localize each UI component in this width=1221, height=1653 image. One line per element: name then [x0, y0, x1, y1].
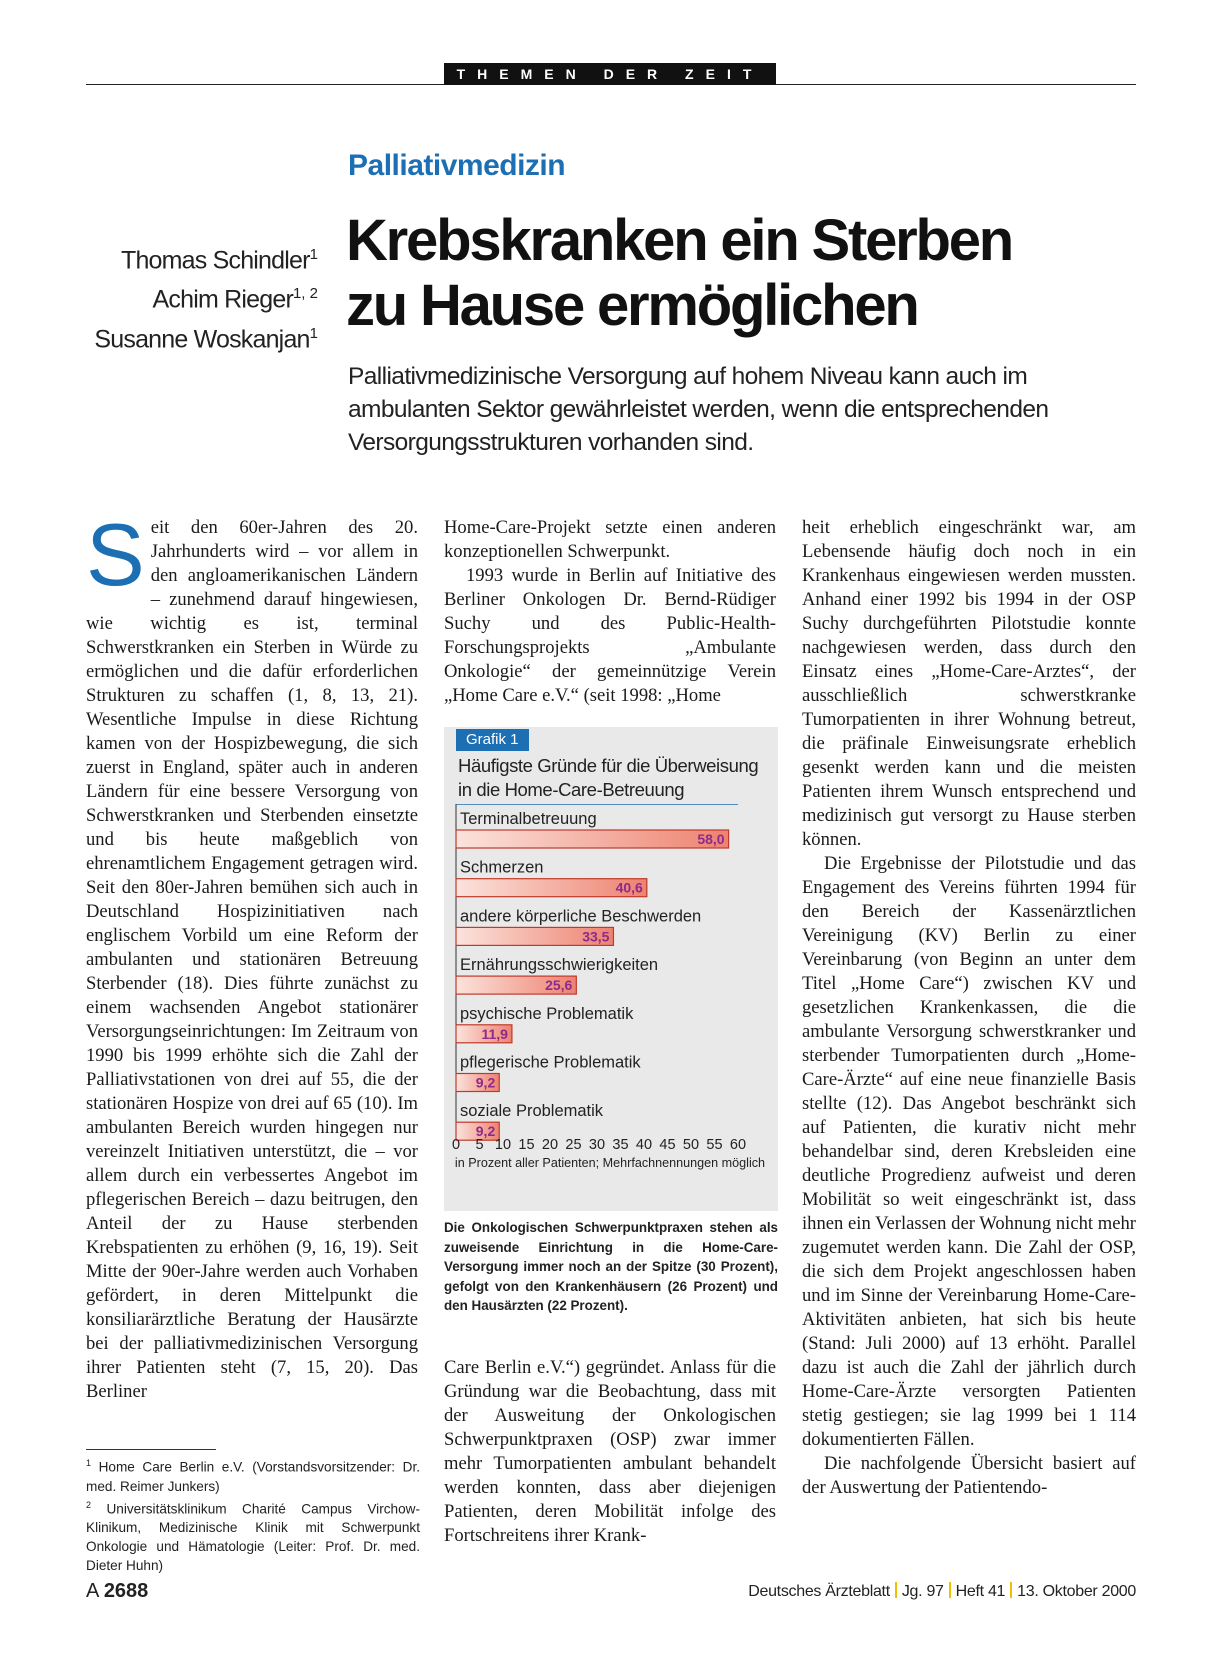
body-column-1	[86, 505, 418, 1404]
x-tick-label: 35	[612, 1137, 629, 1153]
category-label: andere körperliche Beschwerden	[460, 907, 702, 926]
x-tick-label: 60	[729, 1137, 747, 1153]
drop-cap: S	[86, 505, 145, 604]
x-tick-label: 45	[659, 1137, 676, 1153]
x-tick-label: 55	[706, 1137, 723, 1153]
x-tick-label: 50	[682, 1137, 700, 1153]
category-label: psychische Problematik	[460, 1004, 634, 1023]
journal-reference	[748, 1582, 1136, 1601]
journal-issue: Heft 41	[955, 1583, 1006, 1600]
x-tick-label: 15	[518, 1137, 535, 1153]
x-axis-label: in Prozent aller Patienten; Mehrfachnennungen möglich	[454, 1156, 766, 1170]
value-label: 40,6	[615, 879, 643, 896]
body-column-2-top	[444, 516, 776, 708]
x-tick-label: 5	[475, 1137, 484, 1153]
value-label: 25,6	[545, 977, 573, 994]
x-tick-label: 20	[541, 1137, 559, 1153]
paragraph: Die nachfolgende Übersicht basiert auf der Auswertung der Patientendo-	[802, 1453, 1136, 1498]
paragraph: heit erheblich eingeschränkt war, am Lebensende häufig doch noch in ein Krankenhaus eingewiesen werden mussten. Anhand einer 1992 bis 1994 in der OSP Suchy durchgeführten Pilotstudie konnte nachgewiesen werden, dass durch den Einsatz eines „Home-Care-Arztes“, der ausschließlich schwerstkranke Tumorpatienten in ihrer Wohnung betreut, die präfinale Einweisungsrate erheblich gesenkt werden kann und die meisten Patienten ihrem Wunsch entsprechend und medizinisch gut versorgt zu Hause sterben können.	[802, 517, 1136, 850]
x-tick-label: 10	[494, 1137, 512, 1153]
article-kicker: Palliativmedizin	[348, 149, 566, 182]
headline-line-1: Krebskranken ein Sterben	[346, 208, 1013, 273]
value-label: 11,9	[481, 1025, 508, 1042]
category-label: Ernährungsschwierigkeiten	[460, 956, 659, 975]
body-column-2-bottom	[444, 1356, 776, 1548]
category-label: Terminalbetreuung	[460, 810, 597, 828]
value-label: 33,5	[582, 928, 610, 945]
x-tick-label: 30	[588, 1137, 606, 1153]
bar	[456, 830, 729, 848]
chart-title: Häufigste Gründe für die Überweisung in die Home-Care-Betreuung	[458, 755, 759, 800]
journal-name: Deutsches Ärzteblatt	[748, 1583, 890, 1600]
footnote: $^1$ Home Care Berlin e.V. (Vorstandsvorsitzender: Dr. med. Reimer Junkers)	[86, 1458, 421, 1494]
article-lead: Palliativmedizinische Versorgung auf hohem Niveau kann auch im ambulanten Sektor gewährleistet werden, wenn die entsprechenden Versorgungsstrukturen vorhanden sind.	[348, 363, 1049, 456]
x-tick-label: 40	[635, 1137, 653, 1153]
category-label: soziale Problematik	[460, 1102, 604, 1121]
paragraph: eit den 60er-Jahren des 20. Jahrhunderts wird – vor allem in den angloamerikanischen Ländern – zunehmend darauf hingewiesen, wie wichtig es ist, terminal Schwerstkranken ein Sterben in Würde zu ermöglichen und die dafür erforderlichen Strukturen zu schaffen (1, 8, 13, 21). Wesentliche Impulse in diese Richtung kamen von der Hospizbewegung, die sich zuerst in England, später auch in anderen Ländern für eine bessere Versorgung von Schwerstkranken und Sterbenden einsetzte und bis heute maßgeblich von ehrenamtlichem Engagement getragen wird. Seit den 80er-Jahren bemühen sich auch in Deutschland Hospizinitiativen nach englischem Vorbild um eine Reform der ambulanten und stationären Betreuung Sterbender (18). Dies führte zunächst zu einem wachsenden Angebot stationärer Versorgungseinrichtungen: Im Zeitraum von 1990 bis 1999 erhöhte sich die Zahl der Palliativstationen von drei auf 55, die der stationären Hospize von drei auf 65 (10). Im ambulanten Bereich wurden hingegen nur vereinzelt Initiativen unterstützt, die – vor allem durch ein verbessertes Angebot im pflegerischen Bereich – dazu beitrugen, den Anteil der zu Hause sterbenden Krebspatienten zu erhöhen (9, 16, 19). Seit Mitte der 90er-Jahre werden auch Vorhaben gefördert, in deren Mittelpunkt die konsiliarärztliche Beratung der Hausärzte bei der palliativmedizinischen Versorgung ihrer Patienten steht (7, 15, 20). Das Berliner	[86, 517, 418, 1402]
chart-tag: Grafik 1	[456, 729, 529, 751]
footnotes	[86, 1454, 420, 1575]
journal-date: 13. Oktober 2000	[1017, 1583, 1136, 1600]
author: Susanne Woskanjan$^1$	[94, 324, 318, 353]
author: Achim Rieger$^{1, 2}$	[152, 285, 318, 314]
x-tick-label: 25	[565, 1137, 582, 1153]
category-label: Schmerzen	[460, 858, 544, 877]
value-label: 9,2	[475, 1123, 496, 1140]
journal-volume: Jg. 97	[901, 1583, 944, 1600]
section-label: THEMEN DER ZEIT	[444, 63, 776, 85]
body-column-3	[802, 516, 1136, 1500]
footnote: $^2$ Universitätsklinikum Charité Campus Virchow-Klinikum, Medizinische Klinik mit Schwerpunkt Onkologie und Hämatologie (Leiter: Prof. Dr. med. Dieter Huhn)	[86, 1499, 420, 1574]
category-label: pflegerische Problematik	[460, 1053, 641, 1072]
chart-caption: Die Onkologischen Schwerpunktpraxen stehen als zuweisende Einrichtung in die Home-Care-Versorgung immer noch an der Spitze (30 Prozent), gefolgt von den Krankenhäusern (26 Prozent) und den Hausärzten (22 Prozent).	[444, 1220, 778, 1314]
article-headline	[346, 208, 1166, 338]
author: Thomas Schindler$^1$	[120, 246, 318, 275]
value-label: 9,2	[475, 1074, 496, 1091]
x-tick-label: 0	[451, 1137, 461, 1153]
paragraph: Die Ergebnisse der Pilotstudie und das Engagement des Vereins führten 1994 für den Bereich der Kassenärztlichen Vereinigung (KV) Berlin zu einer Vereinbarung (von Beginn an unter dem Titel „Home Care“) zwischen KV und gesetzlichen Krankenkassen, die die ambulante Versorgung schwerstkranker und sterbender Tumorpatienten durch „Home-Care-Ärzte“ auf eine neue finanzielle Basis stellte (12). Das Angebot beschränkt sich auf Patienten, die kurativ nicht mehr behandelbar sind, deren Krebsleiden eine deutliche Progredienz aufweist und deren Mobilität so weit eingeschränkt ist, dass ihnen ein Verlassen der Wohnung nicht mehr zugemutet werden kann. Die Zahl der OSP, die sich dem Projekt angeschlossen haben und im Sinne der Vereinbarung Home-Care-Aktivitäten anbieten, hat sich bis heute (Stand: Juli 2000) auf 13 erhöht. Parallel dazu ist auch die Zahl der jährlich durch Home-Care-Ärzte versorgten Patienten stetig gestiegen; sie lag 1999 bei 1 114 dokumentierten Fällen.	[802, 853, 1136, 1450]
page-number: A 2688	[86, 1580, 149, 1602]
footnote-rule	[86, 1449, 216, 1450]
value-label: 58,0	[697, 831, 725, 847]
headline-line-2: zu Hause ermöglichen	[346, 273, 918, 338]
bar-chart	[444, 804, 778, 1216]
author-list	[60, 238, 318, 356]
paragraph: Home-Care-Projekt setzte einen anderen konzeptionellen Schwerpunkt.	[444, 517, 776, 562]
paragraph: 1993 wurde in Berlin auf Initiative des Berliner Onkologen Dr. Bernd-Rüdiger Suchy und des Public-Health-Forschungsprojekts „Ambulante Onkologie“ der gemeinnützige Verein „Home Care e.V.“ (seit 1998: „Home	[444, 565, 776, 706]
paragraph: Care Berlin e.V.“) gegründet. Anlass für die Gründung war die Beobachtung, dass mit der Ausweitung der Onkologischen Schwerpunktpraxen (OSP) zwar immer mehr Tumorpatienten ambulant behandelt werden konnten, dass aber diejenigen Patienten, deren Mobilität infolge des Fortschreitens ihrer Krank-	[444, 1357, 776, 1546]
